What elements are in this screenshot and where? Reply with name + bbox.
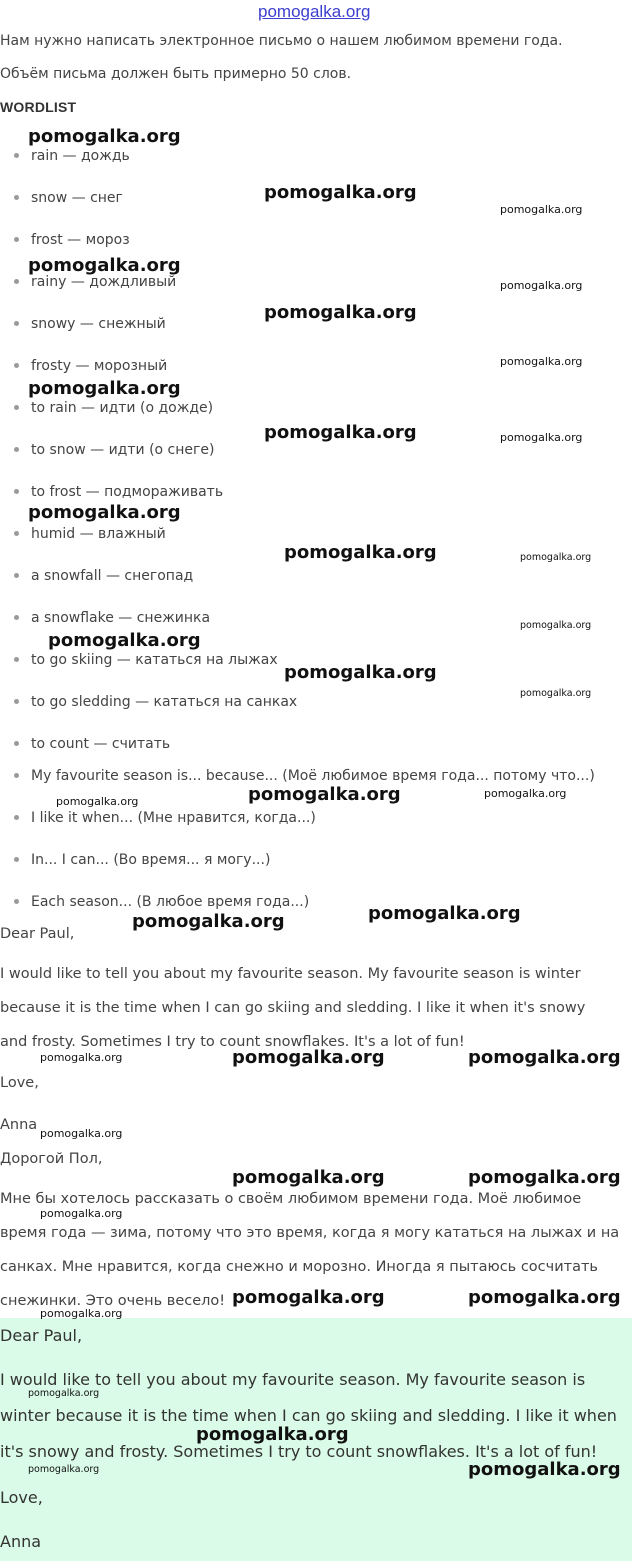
watermark: pomogalka.org: [500, 431, 583, 444]
site-link[interactable]: pomogalka.org: [258, 2, 371, 21]
wordlist-item: [14, 484, 223, 500]
watermark: pomogalka.org: [56, 795, 139, 808]
bullet-icon: [14, 279, 19, 284]
bullet-icon: [14, 153, 19, 158]
wordlist-item-text: Each season... (В любое время года...): [31, 894, 310, 910]
watermark: pomogalka.org: [500, 279, 583, 292]
watermark: pomogalka.org: [520, 688, 592, 699]
wordlist-item: [14, 568, 193, 584]
wordlist-item: [14, 768, 595, 784]
watermark: pomogalka.org: [468, 1459, 621, 1480]
watermark: pomogalka.org: [468, 1167, 621, 1188]
wordlist-item-text: to frost — подмораживать: [31, 484, 224, 500]
letter-line: winter because it is the time when I can go skiing and sledding. I like it when: [0, 1406, 617, 1425]
watermark: pomogalka.org: [232, 1167, 385, 1188]
wordlist-item: [14, 894, 309, 910]
wordlist-item: [14, 852, 270, 868]
watermark: pomogalka.org: [468, 1287, 621, 1308]
bullet-icon: [14, 699, 19, 704]
watermark: pomogalka.org: [484, 787, 567, 800]
wordlist-item-text: humid — влажный: [31, 526, 166, 542]
watermark: pomogalka.org: [132, 911, 285, 932]
watermark: pomogalka.org: [28, 378, 181, 399]
letter-line: I would like to tell you about my favourite season. My favourite season is winter: [0, 966, 581, 982]
wordlist-item: [14, 148, 130, 164]
letter-line: Dear Paul,: [0, 1326, 83, 1345]
wordlist-item-text: to count — считать: [31, 736, 171, 752]
watermark: pomogalka.org: [232, 1047, 385, 1068]
letter-line: I would like to tell you about my favourite season. My favourite season is: [0, 1370, 586, 1389]
watermark: pomogalka.org: [40, 1307, 123, 1320]
wordlist-item-text: to rain — идти (о дожде): [31, 400, 214, 416]
watermark: pomogalka.org: [196, 1424, 349, 1445]
wordlist-item: [14, 232, 130, 248]
letter-line: it's snowy and frosty. Sometimes I try to count snowflakes. It's a lot of fun!: [0, 1442, 598, 1461]
wordlist-item: [14, 610, 210, 626]
wordlist-item: [14, 810, 316, 826]
bullet-icon: [14, 321, 19, 326]
bullet-icon: [14, 363, 19, 368]
watermark: pomogalka.org: [28, 1464, 100, 1475]
watermark: pomogalka.org: [264, 422, 417, 443]
bullet-icon: [14, 489, 19, 494]
bullet-icon: [14, 815, 19, 820]
bullet-icon: [14, 237, 19, 242]
watermark: pomogalka.org: [500, 355, 583, 368]
wordlist-item-text: In... I can... (Во время... я могу...): [31, 852, 271, 868]
bullet-icon: [14, 195, 19, 200]
wordlist-item-text: frosty — морозный: [31, 358, 168, 374]
bullet-icon: [14, 773, 19, 778]
wordlist-item-text: to snow — идти (о снеге): [31, 442, 215, 458]
watermark: pomogalka.org: [40, 1207, 123, 1220]
wordlist-item-text: to go sledding — кататься на санках: [31, 694, 298, 710]
watermark: pomogalka.org: [48, 630, 201, 651]
wordlist-item: [14, 400, 213, 416]
letter-line: Love,: [0, 1488, 43, 1507]
letter-line: Dear Paul,: [0, 926, 75, 942]
wordlist-item: [14, 316, 166, 332]
watermark: pomogalka.org: [468, 1047, 621, 1068]
watermark: pomogalka.org: [28, 255, 181, 276]
wordlist-item-text: rain — дождь: [31, 148, 130, 164]
letter-line: время года — зима, потому что это время, когда я могу кататься на лыжах и на: [0, 1225, 620, 1241]
wordlist-item: [14, 274, 176, 290]
bullet-icon: [14, 405, 19, 410]
watermark: pomogalka.org: [284, 662, 437, 683]
watermark: pomogalka.org: [248, 784, 401, 805]
wordlist-item-text: My favourite season is... because... (Моё любимое время года... потому что...): [31, 768, 595, 784]
watermark: pomogalka.org: [264, 182, 417, 203]
watermark: pomogalka.org: [284, 542, 437, 563]
watermark: pomogalka.org: [232, 1287, 385, 1308]
letter-line: and frosty. Sometimes I try to count snowflakes. It's a lot of fun!: [0, 1034, 465, 1050]
wordlist-item: [14, 442, 214, 458]
bullet-icon: [14, 857, 19, 862]
watermark: pomogalka.org: [500, 203, 583, 216]
wordlist-item: [14, 190, 123, 206]
bullet-icon: [14, 531, 19, 536]
wordlist-item-text: frost — мороз: [31, 232, 130, 248]
watermark: pomogalka.org: [28, 502, 181, 523]
watermark: pomogalka.org: [368, 903, 521, 924]
wordlist-item: [14, 694, 297, 710]
letter-line: Дорогой Пол,: [0, 1151, 103, 1167]
wordlist-item-text: snow — снег: [31, 190, 123, 206]
watermark: pomogalka.org: [40, 1127, 123, 1140]
bullet-icon: [14, 573, 19, 578]
letter-line: because it is the time when I can go skiing and sledding. I like it when it's snowy: [0, 1000, 586, 1016]
bullet-icon: [14, 899, 19, 904]
watermark: pomogalka.org: [40, 1051, 123, 1064]
letter-line: Anna: [0, 1532, 42, 1551]
bullet-icon: [14, 615, 19, 620]
letter-line: снежинки. Это очень весело!: [0, 1293, 226, 1309]
wordlist-item: [14, 652, 278, 668]
wordlist-item: [14, 526, 166, 542]
watermark: pomogalka.org: [264, 302, 417, 323]
watermark: pomogalka.org: [520, 620, 592, 631]
wordlist-item: [14, 358, 167, 374]
wordlist-item-text: a snowflake — снежинка: [31, 610, 211, 626]
task-text: Объём письма должен быть примерно 50 слов.: [0, 66, 352, 82]
watermark: pomogalka.org: [28, 126, 181, 147]
watermark: pomogalka.org: [28, 1388, 100, 1399]
wordlist-item-text: to go skiing — кататься на лыжах: [31, 652, 278, 668]
bullet-icon: [14, 741, 19, 746]
watermark: pomogalka.org: [520, 552, 592, 563]
letter-line: санках. Мне нравится, когда снежно и морозно. Иногда я пытаюсь сосчитать: [0, 1259, 598, 1275]
wordlist-heading: WORDLIST: [0, 99, 77, 115]
wordlist-item-text: I like it when... (Мне нравится, когда...): [31, 810, 316, 826]
wordlist-item-text: snowy — снежный: [31, 316, 166, 332]
wordlist-item-text: rainy — дождливый: [31, 274, 177, 290]
letter-line: Love,: [0, 1075, 39, 1091]
letter-line: Мне бы хотелось рассказать о своём любимом времени года. Моё любимое: [0, 1191, 582, 1207]
wordlist-item: [14, 736, 170, 752]
wordlist-item-text: a snowfall — снегопад: [31, 568, 194, 584]
bullet-icon: [14, 657, 19, 662]
letter-line: Anna: [0, 1117, 38, 1133]
task-text: Нам нужно написать электронное письмо о нашем любимом времени года.: [0, 33, 563, 49]
bullet-icon: [14, 447, 19, 452]
